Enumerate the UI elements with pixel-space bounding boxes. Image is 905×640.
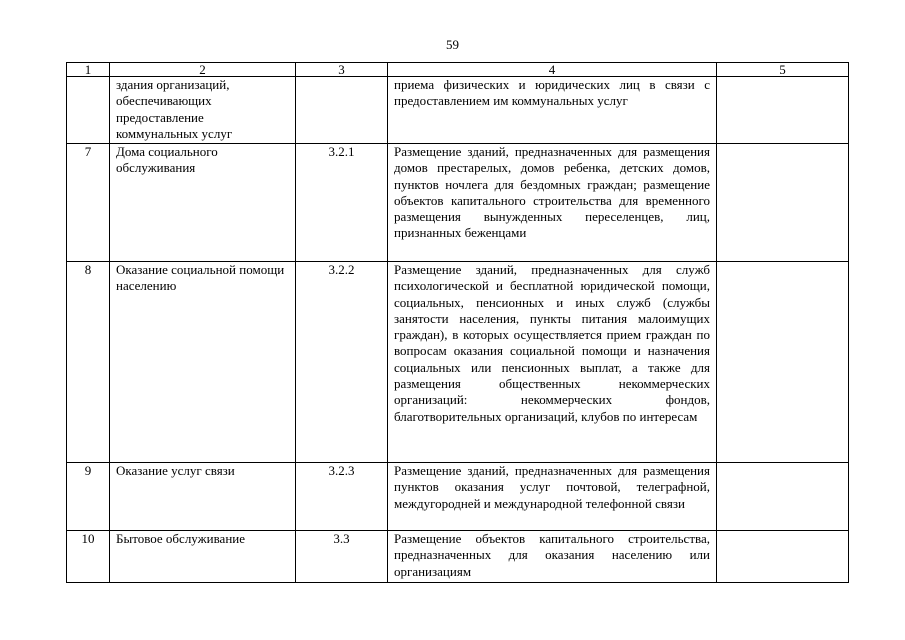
row-number: 10 <box>67 531 110 583</box>
row-code: 3.2.2 <box>296 262 388 463</box>
table-row <box>67 262 849 463</box>
table-row <box>67 463 849 531</box>
row-code: 3.2.3 <box>296 463 388 531</box>
row-note <box>717 531 849 583</box>
row-number: 8 <box>67 262 110 463</box>
row-name: Оказание услуг связи <box>110 463 296 531</box>
row-note <box>717 463 849 531</box>
row-number: 9 <box>67 463 110 531</box>
row-code: 3.2.1 <box>296 144 388 262</box>
row-name: здания организаций, обеспечивающих предоставление коммунальных услуг <box>110 77 296 144</box>
row-description: Размещение объектов капитального строительства, предназначенных для оказания населению или организациям <box>388 531 717 583</box>
row-name: Бытовое обслуживание <box>110 531 296 583</box>
row-note <box>717 144 849 262</box>
row-description: Размещение зданий, предназначенных для размещения пунктов оказания услуг почтовой, телеграфной, междугородней и международной телефонной связи <box>388 463 717 531</box>
row-name: Оказание социальной помощи населению <box>110 262 296 463</box>
row-code: 3.3 <box>296 531 388 583</box>
row-note <box>717 77 849 144</box>
table-header-row <box>67 63 849 77</box>
row-description: Размещение зданий, предназначенных для размещения домов престарелых, домов ребенка, детских домов, пунктов ночлега для бездомных граждан; размещение объектов капитального строительства для временного размещения вынужденных переселенцев, лиц, признанных беженцами <box>388 144 717 262</box>
row-number <box>67 77 110 144</box>
row-code <box>296 77 388 144</box>
row-description: Размещение зданий, предназначенных для служб психологической и бесплатной юридической помощи, социальных, пенсионных и иных служб (службы занятости населения, пункты питания малоимущих граждан), в которых осуществляется прием граждан по вопросам оказания социальной помощи и назначения социальных или пенсионных выплат, а также для размещения общественных некоммерческих организаций: некоммерческих фондов, благотворительных организаций, клубов по интересам <box>388 262 717 463</box>
column-header-1: 1 <box>67 63 110 77</box>
row-name: Дома социального обслуживания <box>110 144 296 262</box>
row-description: приема физических и юридических лиц в связи с предоставлением им коммунальных услуг <box>388 77 717 144</box>
land-use-table <box>66 62 849 583</box>
table-row <box>67 144 849 262</box>
page-number: 59 <box>446 37 459 52</box>
column-header-4: 4 <box>388 63 717 77</box>
row-number: 7 <box>67 144 110 262</box>
column-header-2: 2 <box>110 63 296 77</box>
table-row <box>67 77 849 144</box>
row-note <box>717 262 849 463</box>
column-header-5: 5 <box>717 63 849 77</box>
table-row <box>67 531 849 583</box>
column-header-3: 3 <box>296 63 388 77</box>
